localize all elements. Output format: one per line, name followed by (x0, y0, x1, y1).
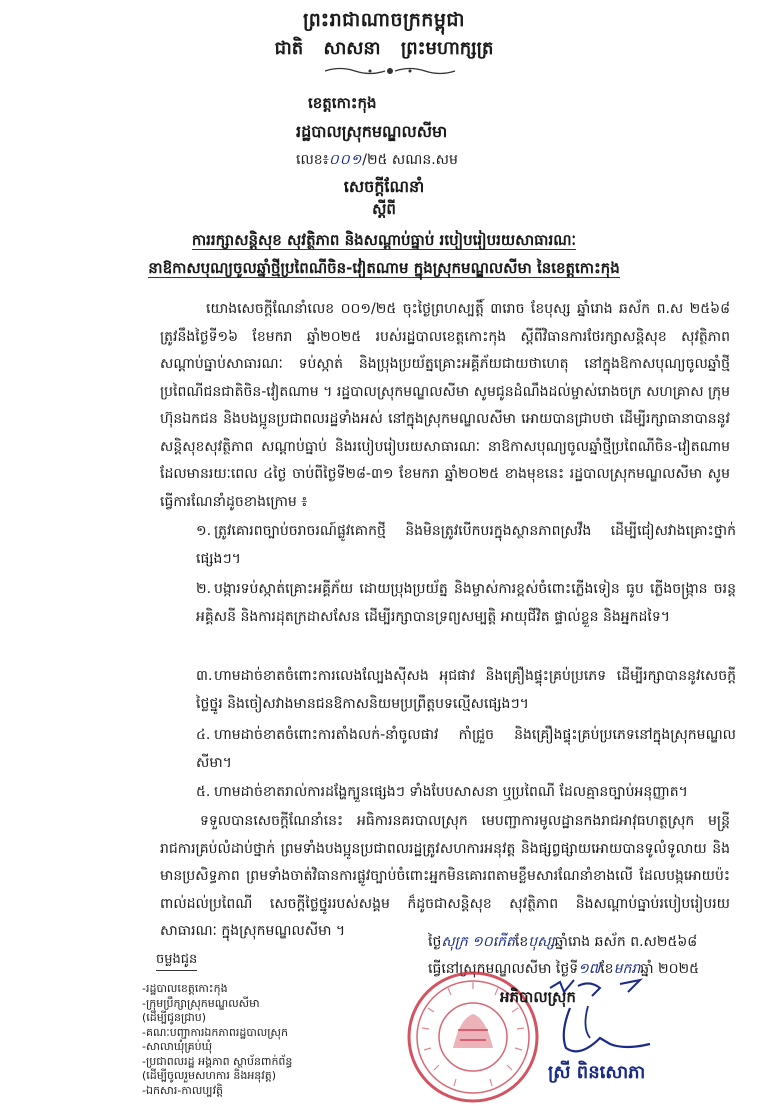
reference-number (296, 150, 458, 171)
lunar-date-line: ថ្ងៃសុក្រ ១០កើតខែបុស្សឆ្នាំរោង ឆស័ក ព.ស២៥៦៨ (428, 934, 698, 950)
recipient-item: -គណៈបញ្ជាការឯកភាពរដ្ឋបាលស្រុក (142, 1025, 289, 1039)
ref-suffix: /២៥ សណន.សម (362, 152, 458, 168)
intro-paragraph: យោងសេចក្ដីណែនាំលេខ ០០១/២៥ ចុះថ្ងៃព្រហស្បត្តិ៍ ៣រោច ខែបុស្ស ឆ្នាំរោង ឆស័ក ព.ស ២៥៦៨ ត្រូវនឹងថ្ងៃទី១៦ ខែមករា ឆ្នាំ២០២៥ របស់រដ្ឋបាលខេត្តកោះកុង ស្ដីពីវិធានការថែរក្សាសន្តិសុខ សុវត្ថិភាព សណ្ដាប់ធ្នាប់សាធារណៈ ទប់ស្កាត់ និងប្រុងប្រយ័ត្នគ្រោះអគ្គីភ័យជាយថាហេតុ នៅក្នុងឱកាសបុណ្យចូលឆ្នាំថ្មី ប្រពៃណីជនជាតិចិន-វៀតណាម ។ រដ្ឋបាលស្រុកមណ្ឌលសីមា សូមជូនដំណឹងដល់ម្ចាស់រោងចក្រ សហគ្រាស ក្រុមហ៊ុនឯកជន និងបងប្អូនប្រជាពលរដ្ឋទាំងអស់ នៅក្នុងស្រុកមណ្ឌលសីមា អោយបានជ្រាបថា ដើម្បីរក្សាធានាបាននូវសន្តិសុខសុវត្ថិភាព សណ្ដាប់ធ្នាប់ និងរបៀបរៀបរយសាធារណៈ នាឱកាសបុណ្យចូលឆ្នាំថ្មីប្រពៃណីចិន-វៀតណាម ដែលមានរយៈពេល ៤ថ្ងៃ ចាប់ពីថ្ងៃទី២៨-៣១ ខែមករា ឆ្នាំ២០២៥ ខាងមុខនេះ រដ្ឋបាលស្រុកមណ្ឌលសីមា សូមធ្វើការណែនាំដូចខាងក្រោម ៖ (160, 301, 730, 510)
ref-number-handwritten: ០០១ (328, 152, 363, 168)
signer-name: ស្រី ពិនសោភា (548, 1062, 646, 1083)
recipients-title: ចម្លងជូន (156, 951, 197, 971)
subject-line-2: នាឱកាសបុណ្យចូលឆ្នាំថ្មីប្រពៃណីចិន-វៀតណាម ក្នុងស្រុកមណ្ឌលសីមា នៃខេត្តកោះកុង (148, 259, 620, 277)
instruction-item: ៣. ហាមដាច់ខាតចំពោះការលេងល្បែងស៊ីសង អុជផាវ និងគ្រឿងផ្ទុះគ្រប់ប្រភេទ ដើម្បីរក្សាបាននូវសេចក្ដីថ្លៃថ្នូរ និងចៀសវាងមានជនឱកាសនិយមប្រព្រឹត្តបទល្មើសផ្សេងៗ។ (196, 668, 736, 712)
solar-date-line: ធ្វើនៅស្រុកមណ្ឌលសីមា ថ្ងៃទី១៧ខែមករាឆ្នាំ ២០២៥ (428, 961, 700, 977)
district-administration: រដ្ឋបាលស្រុកមណ្ឌលសីមា (296, 122, 448, 141)
recipient-item: -ក្រុមប្រឹក្សាស្រុកមណ្ឌលសីមា (142, 996, 260, 1010)
ref-prefix: លេខ៖ (296, 152, 329, 168)
subject-line-1: ការរក្សាសន្តិសុខ សុវត្ថិភាព និងសណ្ដាប់ធ្នាប់ របៀបរៀបរយសាធារណៈ (191, 231, 577, 249)
recipient-item: (ដើម្បីជូនជ្រាប) (142, 1011, 207, 1024)
province-name: ខេត្តកោះកុង (308, 94, 377, 112)
national-motto: ជាតិ សាសនា ព្រះមហាក្សត្រ (274, 38, 494, 59)
recipients-list (142, 982, 342, 1098)
recipient-item: -រដ្ឋបាលខេត្តកោះកុង (142, 982, 228, 995)
signer-role: អភិបាលស្រុក (500, 988, 576, 1006)
document-title: សេចក្ដីណែនាំ (343, 177, 425, 196)
document-about: ស្ដីពី (372, 200, 396, 218)
closing-paragraph: ទទួលបានសេចក្ដីណែនាំនេះ អធិការនគរបាលស្រុក មេបញ្ជាការមូលដ្ឋានកងរាជអាវុធហត្ថស្រុក មន្ត្រីរាជការគ្រប់លំដាប់ថ្នាក់ ព្រមទាំងបងប្អូនប្រជាពលរដ្ឋត្រូវសហការអនុវត្ត និងផ្សព្វផ្សាយអោយបានទូលំទូលាយ និងមានប្រសិទ្ធភាព ព្រមទាំងចាត់វិធានការផ្លូវច្បាប់ចំពោះអ្នកមិនគោរពតាមខ្លឹមសារណែនាំខាងលើ ដែលបង្កអោយប៉ះពាល់ដល់ប្រពៃណី សេចក្ដីថ្លៃថ្នូររបស់សង្គម ក៏ដូចជាសន្តិសុខ សុវត្ថិភាព និងសណ្ដាប់ធ្នាប់របៀបរៀបរយសាធារណៈ ក្នុងស្រុកមណ្ឌលសីមា ។ (160, 813, 730, 939)
handwritten-signature-icon (530, 978, 680, 1068)
ornament-divider-icon (320, 64, 460, 78)
recipient-item: -សាលាឃុំគ្រប់ឃុំ (142, 1040, 213, 1053)
recipient-item: -ប្រជាពលរដ្ឋ អង្គភាព ស្ថាប័នពាក់ព័ន្ធ (142, 1054, 293, 1068)
instruction-item: ១. ត្រូវគោរពច្បាប់ចរាចរណ៍ផ្លូវគោកថ្មី និងមិនត្រូវបើកបរក្នុងស្ថានភាពស្រវឹង ដើម្បីជៀសវាងគ្រោះថ្នាក់ផ្សេងៗ។ (196, 523, 736, 567)
recipient-item: (ដើម្បីចូលរួមសហការ និងអនុវត្ត) (142, 1069, 277, 1082)
instruction-item: ២. បង្ការទប់ស្កាត់គ្រោះអគ្គីភ័យ ដោយប្រុងប្រយ័ត្ន និងម្ចាស់ការខ្ពស់ចំពោះភ្លើងទៀន ធូប ភ្លើងចង្ក្រាន ចរន្តអគ្គិសនី និងការដុតក្រដាសសែន ដើម្បីរក្សាបានទ្រព្យសម្បត្តិ អាយុជីវិត ផ្ទាល់ខ្លួន និងអ្នកដទៃ។ (196, 581, 736, 625)
recipient-item: -ឯកសារ-កាលប្បវត្តិ (142, 1083, 224, 1097)
instruction-item: ៤. ហាមដាច់ខាតចំពោះការតាំងលក់-នាំចូលផាវ កាំជ្រួច និងគ្រឿងផ្ទុះគ្រប់ប្រភេទនៅក្នុងស្រុកមណ្ឌលសីមា។ (196, 727, 736, 771)
kingdom-header: ព្រះរាជាណាចក្រកម្ពុជា (303, 9, 465, 31)
instruction-item: ៥. ហាមដាច់ខាតរាល់ការដង្ហែក្បួនផ្សេងៗ ទាំងបែបសាសនា ឬប្រពៃណី ដែលគ្មានច្បាប់អនុញ្ញាត។ (196, 784, 688, 800)
